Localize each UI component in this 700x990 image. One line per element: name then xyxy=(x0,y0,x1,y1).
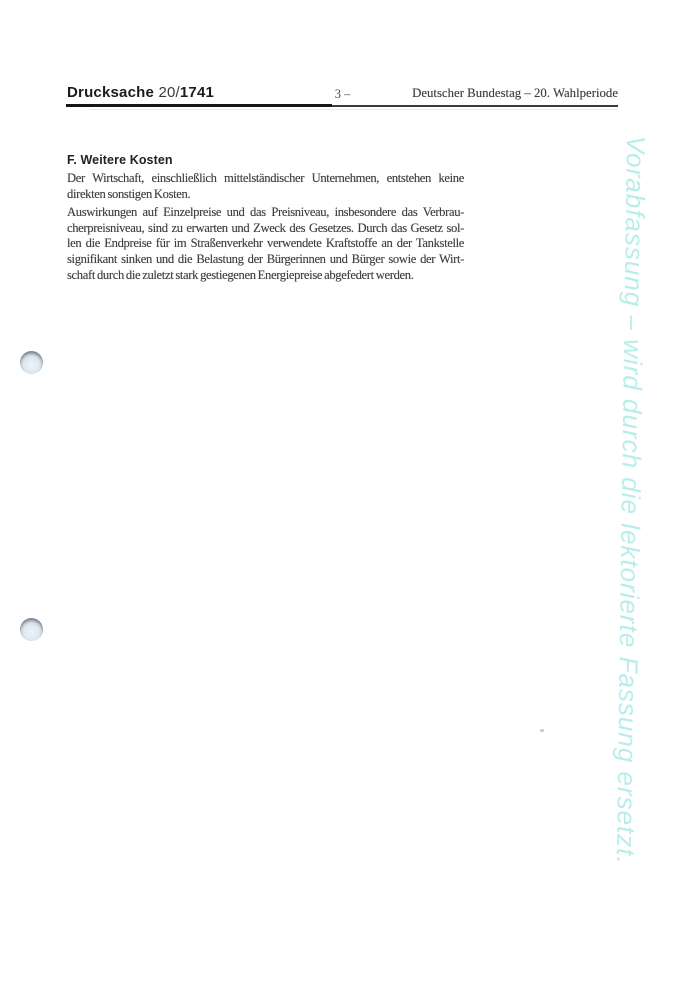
text-line: len die Endpreise für im Straßenverkehr verwendete Kraftstoffe an der Tankstelle xyxy=(67,236,464,251)
text-line: cherpreisniveau, sind zu erwarten und Zweck des Gesetzes. Durch das Gesetz sol- xyxy=(67,220,464,235)
publication-title: Deutscher Bundestag – 20. Wahlperiode xyxy=(412,86,618,100)
header-rule-thin xyxy=(332,105,618,107)
docket-label: Drucksache xyxy=(67,84,155,101)
text-line: signifikant sinken und die Belastung der Bürgerinnen und Bürger sowie der Wirt- xyxy=(67,251,464,266)
text-line: direkten sonstigen Kosten. xyxy=(67,186,191,201)
docket-number-prefix: 20/ xyxy=(158,84,180,101)
punch-hole xyxy=(20,618,43,641)
paragraph xyxy=(67,171,464,202)
scan-speck xyxy=(540,729,544,732)
body-text xyxy=(67,171,464,286)
docket-number-value: 1741 xyxy=(179,84,215,101)
text-line: schaft durch die zuletzt stark gestiegenen Energiepreise abgefedert werden. xyxy=(67,267,414,282)
section-heading: F. Weitere Kosten xyxy=(67,153,173,167)
page-header xyxy=(67,84,618,104)
paragraph xyxy=(67,205,464,283)
text-line: Auswirkungen auf Einzelpreise und das Preisniveau, insbesondere das Verbrau- xyxy=(67,205,464,220)
watermark-text: Vorabfassung – wird durch die lektorierte Fassung ersetzt. xyxy=(610,135,651,865)
docket-number xyxy=(67,84,214,101)
punch-hole xyxy=(20,351,43,374)
text-line: Der Wirtschaft, einschließlich mittelständischer Unternehmen, entstehen keine xyxy=(67,171,464,185)
header-rule-bold xyxy=(66,104,332,107)
page-number: 3 – xyxy=(334,87,351,101)
header-rule-scan-shadow xyxy=(90,109,618,110)
